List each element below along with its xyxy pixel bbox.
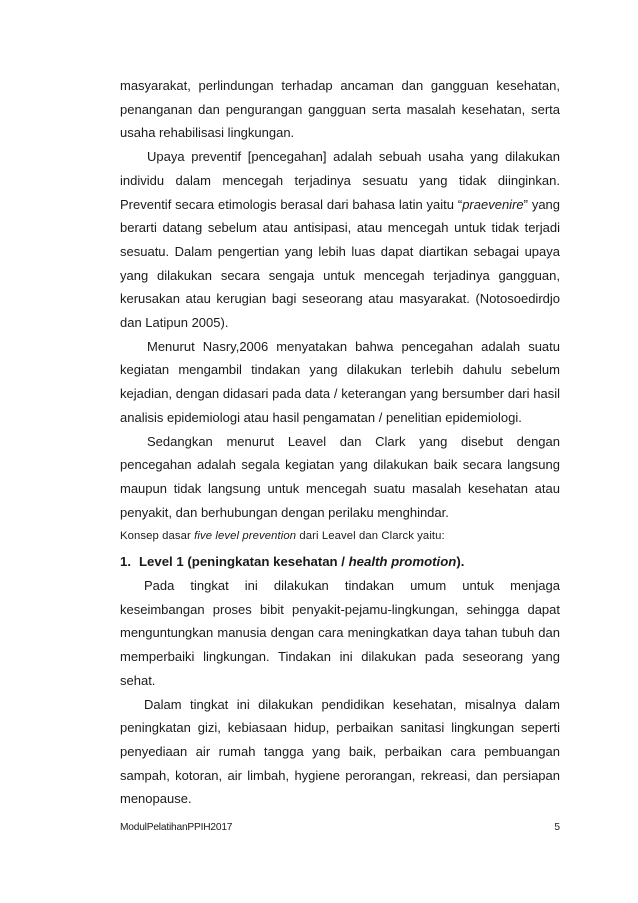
page-number: 5 [554, 822, 560, 833]
paragraph-continuation: masyarakat, perlindungan terhadap ancaman dan gangguan kesehatan, penanganan dan pengurangan gangguan serta masalah kesehatan, serta usaha rehabilisasi lingkungan. [120, 78, 560, 141]
konsep-line [120, 524, 560, 548]
footer-title: ModulPelatihanPPIH2017 [120, 822, 233, 833]
heading-number: 1. [120, 554, 131, 570]
paragraph-level1-b: Dalam tingkat ini dilakukan pendidikan kesehatan, misalnya dalam peningkatan gizi, kebiasaan hidup, perbaikan sanitasi lingkungan seperti penyediaan air rumah tangga yang baik, perbaikan cara pembuangan sampah, kotoran, air limbah, hygiene perorangan, rekreasi, dan persiapan menopause. [120, 696, 560, 807]
italic-term: five level prevention [194, 530, 297, 543]
paragraph-level1-a: Pada tingkat ini dilakukan tindakan umum untuk menjaga keseimbangan proses bibit penyakit-pejamu-lingkungan, sehingga dapat menguntungkan manusia dengan cara meningkatkan daya tahan tubuh dan memperbaiki lingkungan. Tindakan ini dilakukan pada seseorang yang sehat. [120, 578, 560, 688]
heading-end: ). [456, 554, 465, 570]
paragraph-nasry: Menurut Nasry,2006 menyatakan bahwa pencegahan adalah suatu kegiatan mengambil tindakan yang dilakukan terlebih dahulu sebelum kejadian, dengan didasari pada data / keterangan yang bersumber dari hasil analisis epidemiologi atau hasil pengamatan / penelitian epidemiologi. [120, 338, 560, 425]
konsep-text: Konsep dasar [120, 530, 195, 543]
italic-term: praevenire [462, 196, 524, 212]
paragraph-leavel-clark: Sedangkan menurut Leavel dan Clark yang disebut dengan pencegahan adalah segala kegiatan yang dilakukan baik secara langsung maupun tidak langsung untuk mencegah suatu masalah kesehatan atau penyakit, dan berhubungan dengan perilaku menghindar. [120, 433, 560, 520]
paragraph-text: ” yang berarti datang sebelum atau antisipasi, atau mencegah untuk tidak terjadi sesuatu. Dalam pengertian yang lebih luas dapat diartikan sebagai upaya yang dilakukan secara sengaja untuk mencegah terjadinya gangguan, kerusakan atau kerugian bagi seseorang atau masyarakat. (Notosoedirdjo dan Latipun 2005). [120, 196, 561, 331]
paragraph-upaya-preventif [120, 145, 560, 335]
page-body [120, 74, 560, 811]
heading-text: Level 1 (peningkatan kesehatan / [139, 554, 349, 570]
konsep-text: dari Leavel dan Clarck yaitu: [296, 530, 445, 543]
paragraph-text: Upaya preventif [pencegahan] adalah sebuah usaha yang dilakukan individu dalam mencegah terjadinya sesuatu yang tidak diinginkan. Preventif secara etimologis berasal dari bahasa latin yaitu “ [120, 149, 560, 212]
heading-italic: health promotion [348, 554, 457, 570]
section-heading-level-1 [120, 550, 560, 574]
